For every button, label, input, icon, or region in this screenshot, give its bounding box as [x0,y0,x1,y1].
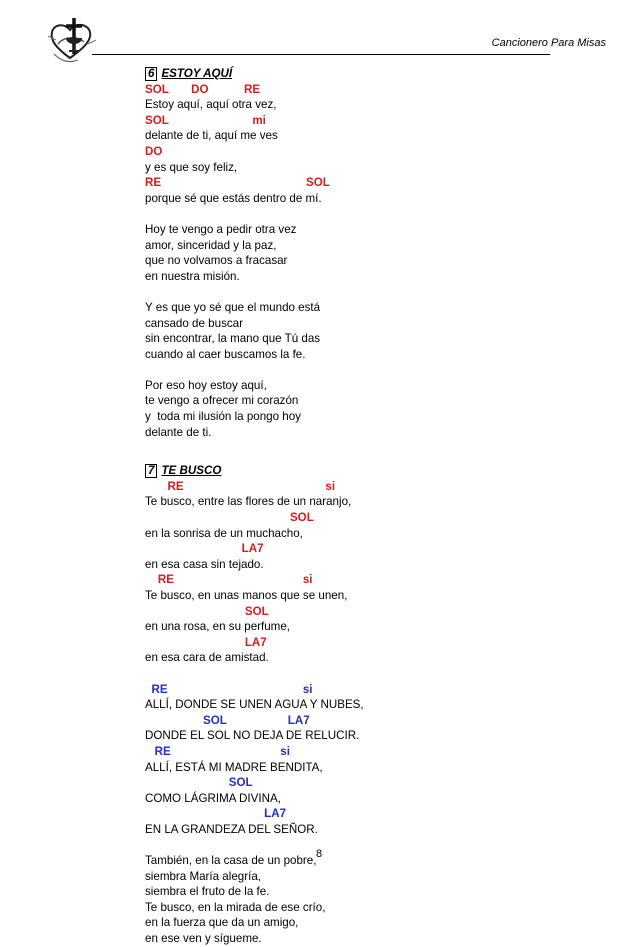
lyric-line: porque sé que estás dentro de mí. [145,191,322,205]
song-separator [145,440,605,463]
song-heading [145,66,605,82]
lyric-line: ALLÍ, DONDE SE UNEN AGUA Y NUBES, [145,698,364,712]
lyric-line: ALLÍ, ESTÁ MI MADRE BENDITA, [145,760,323,774]
chord-line: LA7 [145,542,264,556]
lyric-line: sin encontrar, la mano que Tú das [145,332,321,346]
stanza-break [145,284,605,300]
lyric-line: Te busco, entre las flores de un naranjo, [145,495,352,509]
chord-line: SOL mi [145,113,266,127]
chord-line: RE SOL [145,176,330,190]
lyric-line: en esa cara de amistad. [145,651,269,665]
lyric-line: que no volvamos a fracasar [145,254,288,268]
lyric-line: en esa casa sin tejado. [145,557,264,571]
lyric-line: Y es que yo sé que el mundo está [145,300,321,314]
lyric-line: Te busco, en la mirada de ese crío, [145,900,326,914]
chord-line: SOL DO RE [145,82,261,96]
stanza-break [145,206,605,222]
lyric-line: Por eso hoy estoy aquí, [145,378,267,392]
chord-line: RE si [145,573,313,587]
chord-line: RE si [145,744,290,758]
lyric-line: cansado de buscar [145,316,243,330]
lyric-line: delante de ti, aquí me ves [145,129,278,143]
chord-line: SOL [145,511,314,525]
lyric-line: amor, sinceridad y la paz, [145,238,277,252]
chord-line: SOL LA7 [145,713,310,727]
chord-line: DO [145,144,163,158]
page-number: 8 [315,848,323,860]
lyric-line: Hoy te vengo a pedir otra vez [145,222,297,236]
lyric-line: en una rosa, en su perfume, [145,620,291,634]
song-number: 7 [145,464,157,478]
song-title: ESTOY AQUÍ [161,67,233,80]
chord-line: SOL [145,776,253,790]
chord-line: LA7 [145,807,287,821]
song-heading [145,463,605,479]
chord-line: LA7 [145,635,267,649]
lyric-line: También, en la casa de un pobre, [145,854,317,868]
lyric-line: cuando al caer buscamos la fe. [145,347,306,361]
lyric-line: en nuestra misión. [145,269,240,283]
lyric-line: y toda mi ilusión la pongo hoy [145,410,301,424]
chord-line: RE si [145,479,336,493]
chord-line: RE si [145,682,313,696]
song-content [145,66,605,947]
lyric-line: COMO LÁGRIMA DIVINA, [145,791,281,805]
lyric-line: en la fuerza que da un amigo, [145,916,299,930]
lyric-line: Te busco, en unas manos que se unen, [145,589,348,602]
song-title: TE BUSCO [161,464,222,478]
header-divider [92,54,550,55]
stanza-break [145,362,605,378]
lyric-line: en ese ven y sígueme. [145,932,262,946]
lyric-line: te vengo a ofrecer mi corazón [145,394,299,408]
lyric-line: EN LA GRANDEZA DEL SEÑOR. [145,822,318,836]
heart-cross-logo [44,14,100,68]
lyric-line: delante de ti. [145,425,212,439]
lyric-line: Estoy aquí, aquí otra vez, [145,98,277,112]
chord-line: SOL [145,604,269,618]
header-title: Cancionero Para Misas [491,37,606,49]
song-number: 6 [145,67,157,81]
stanza-break [145,666,605,682]
lyric-line: en la sonrisa de un muchacho, [145,526,303,540]
lyric-line: y es que soy feliz, [145,160,238,174]
lyric-line: siembra María alegría, [145,869,261,883]
lyric-line: DONDE EL SOL NO DEJA DE RELUCIR. [145,729,360,743]
lyric-line: siembra el fruto de la fe. [145,885,270,899]
